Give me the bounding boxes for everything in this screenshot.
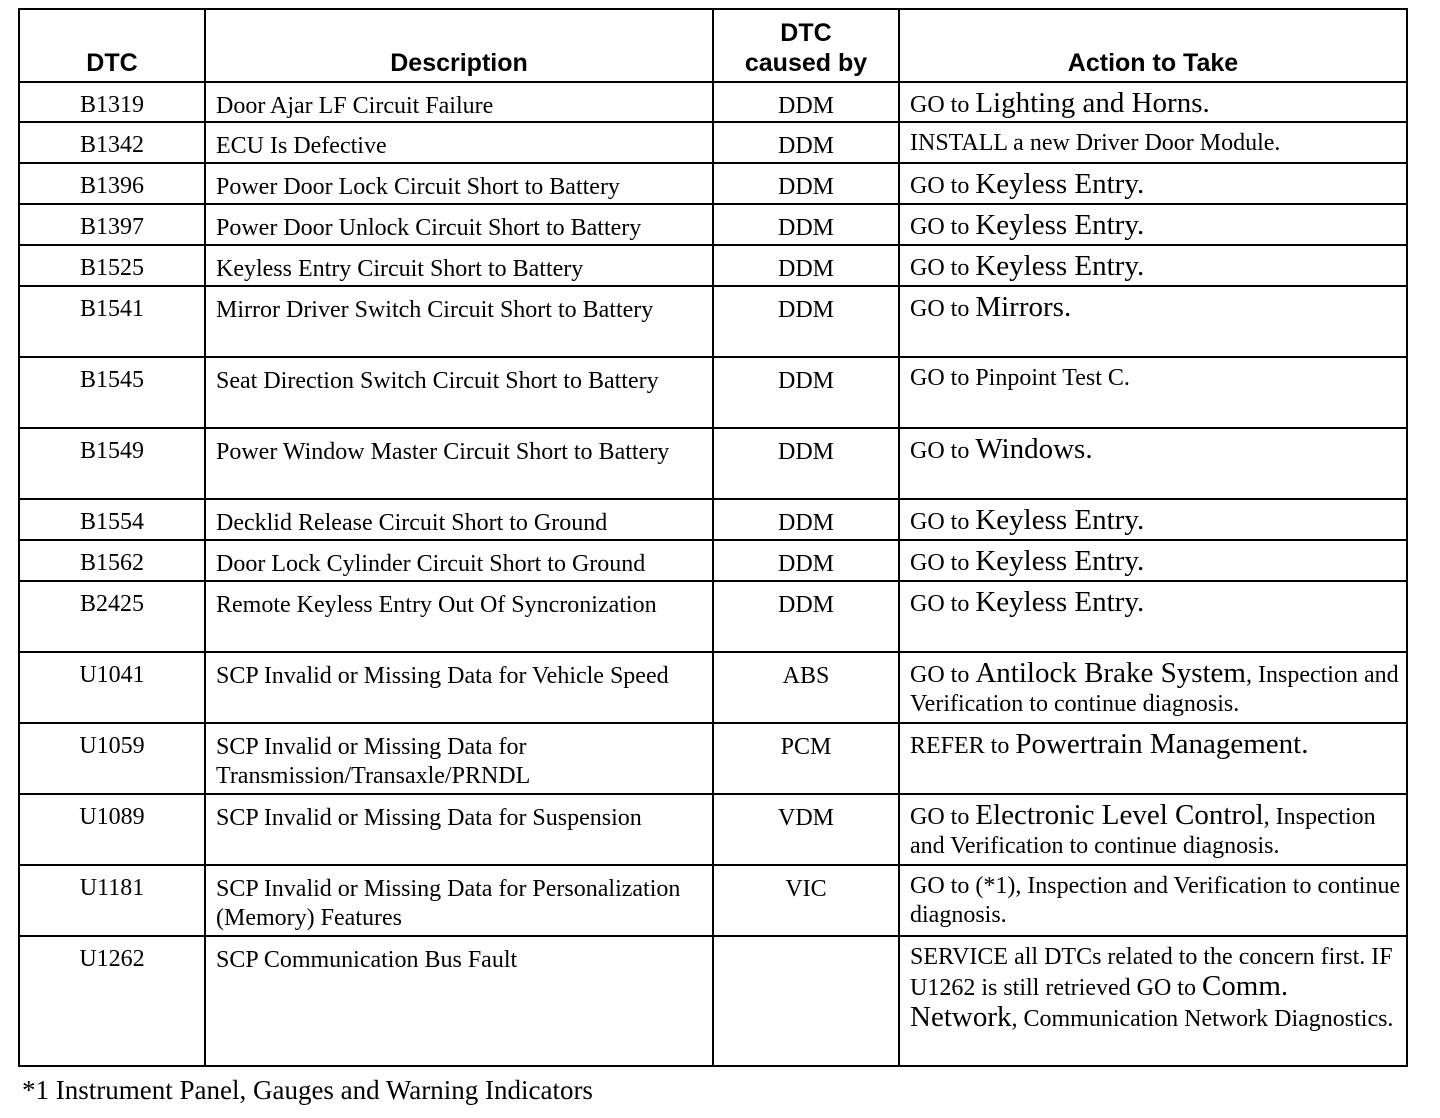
dtc-description: Seat Direction Switch Circuit Short to Battery: [205, 357, 713, 428]
table-row: [19, 865, 1407, 936]
action-target-link[interactable]: Powertrain Management.: [1015, 728, 1309, 760]
action-to-take: [899, 286, 1407, 357]
action-to-take: [899, 245, 1407, 286]
table-row: [19, 82, 1407, 122]
action-target-link[interactable]: Electronic Level Control: [975, 799, 1264, 831]
dtc-description: Door Lock Cylinder Circuit Short to Ground: [205, 540, 713, 581]
dtc-caused-by: DDM: [713, 204, 899, 245]
dtc-code: B1541: [19, 286, 205, 357]
dtc-description: Power Window Master Circuit Short to Battery: [205, 428, 713, 499]
action-target-link[interactable]: Keyless Entry.: [975, 209, 1145, 241]
dtc-code: B1545: [19, 357, 205, 428]
dtc-caused-by: VDM: [713, 794, 899, 865]
action-target-link[interactable]: Windows.: [975, 433, 1093, 465]
action-target-link[interactable]: Keyless Entry.: [975, 545, 1145, 577]
header-caused-by: DTC caused by: [713, 9, 899, 82]
dtc-table: [18, 8, 1408, 1067]
dtc-code: B1319: [19, 82, 205, 122]
dtc-description: Keyless Entry Circuit Short to Battery: [205, 245, 713, 286]
table-row: [19, 428, 1407, 499]
action-lead-text: REFER to: [910, 733, 1016, 759]
dtc-code: U1181: [19, 865, 205, 936]
table-row: [19, 499, 1407, 540]
action-to-take: [899, 499, 1407, 540]
dtc-description: SCP Invalid or Missing Data for Personalization (Memory) Features: [205, 865, 713, 936]
table-row: [19, 163, 1407, 204]
action-target-link[interactable]: Keyless Entry.: [975, 586, 1145, 618]
action-lead-text: GO to: [910, 550, 976, 576]
dtc-caused-by: DDM: [713, 82, 899, 122]
dtc-code: B2425: [19, 581, 205, 652]
action-target-link[interactable]: Comm. Network: [910, 970, 1289, 1033]
dtc-description: Mirror Driver Switch Circuit Short to Battery: [205, 286, 713, 357]
table-row: [19, 936, 1407, 1066]
table-row: [19, 357, 1407, 428]
action-lead-text: GO to (*1), Inspection and Verification to continue diagnosis.: [910, 873, 1401, 928]
action-to-take: [899, 82, 1407, 122]
table-row: [19, 723, 1407, 794]
action-to-take: [899, 428, 1407, 499]
footnote: *1 Instrument Panel, Gauges and Warning Indicators: [22, 1075, 593, 1105]
dtc-code: B1525: [19, 245, 205, 286]
action-to-take: [899, 540, 1407, 581]
action-tail-text: , Inspection and Verification to continue diagnosis.: [910, 662, 1399, 717]
action-lead-text: GO to: [910, 662, 976, 688]
dtc-caused-by: DDM: [713, 245, 899, 286]
dtc-code: B1562: [19, 540, 205, 581]
table-row: [19, 540, 1407, 581]
action-target-link[interactable]: Keyless Entry.: [975, 168, 1145, 200]
action-lead-text: GO to: [910, 591, 976, 617]
action-to-take: [899, 794, 1407, 865]
action-target-link[interactable]: Mirrors.: [975, 291, 1072, 323]
action-lead-text: GO to: [910, 173, 976, 199]
table-body: [19, 82, 1407, 1066]
dtc-caused-by: [713, 936, 899, 1066]
action-target-link[interactable]: Keyless Entry.: [975, 250, 1145, 282]
action-lead-text: GO to: [910, 804, 976, 830]
dtc-code: B1396: [19, 163, 205, 204]
action-target-link[interactable]: Keyless Entry.: [975, 504, 1145, 536]
table-row: [19, 581, 1407, 652]
header-action: Action to Take: [899, 9, 1407, 82]
dtc-caused-by: DDM: [713, 122, 899, 163]
dtc-code: U1089: [19, 794, 205, 865]
action-lead-text: GO to: [910, 92, 976, 118]
action-tail-text: , Inspection and Verification to continue diagnosis.: [910, 804, 1376, 859]
dtc-caused-by: DDM: [713, 428, 899, 499]
dtc-code: B1549: [19, 428, 205, 499]
dtc-caused-by: DDM: [713, 581, 899, 652]
action-tail-text: , Communication Network Diagnostics.: [1011, 1006, 1394, 1032]
action-to-take: [899, 357, 1407, 428]
dtc-description: Door Ajar LF Circuit Failure: [205, 82, 713, 122]
header-dtc: DTC: [19, 9, 205, 82]
dtc-description: SCP Invalid or Missing Data for Transmission/Transaxle/PRNDL: [205, 723, 713, 794]
action-lead-text: GO to: [910, 438, 976, 464]
dtc-caused-by: DDM: [713, 286, 899, 357]
action-to-take: [899, 122, 1407, 163]
dtc-description: SCP Invalid or Missing Data for Suspension: [205, 794, 713, 865]
action-to-take: [899, 865, 1407, 936]
dtc-caused-by: DDM: [713, 163, 899, 204]
dtc-description: SCP Invalid or Missing Data for Vehicle Speed: [205, 652, 713, 723]
dtc-description: Remote Keyless Entry Out Of Syncronization: [205, 581, 713, 652]
dtc-caused-by: DDM: [713, 357, 899, 428]
action-lead-text: GO to: [910, 296, 976, 322]
action-lead-text: GO to: [910, 214, 976, 240]
dtc-caused-by: ABS: [713, 652, 899, 723]
action-lead-text: GO to Pinpoint Test C.: [910, 365, 1130, 391]
dtc-code: U1262: [19, 936, 205, 1066]
table-row: [19, 245, 1407, 286]
dtc-caused-by: DDM: [713, 540, 899, 581]
action-target-link[interactable]: Antilock Brake System: [975, 657, 1246, 689]
dtc-description: SCP Communication Bus Fault: [205, 936, 713, 1066]
table-row: [19, 794, 1407, 865]
action-to-take: [899, 652, 1407, 723]
dtc-description: Decklid Release Circuit Short to Ground: [205, 499, 713, 540]
table-header-row: [19, 9, 1407, 82]
action-target-link[interactable]: Lighting and Horns.: [975, 87, 1210, 119]
dtc-code: B1397: [19, 204, 205, 245]
dtc-code: B1342: [19, 122, 205, 163]
action-lead-text: INSTALL a new Driver Door Module.: [910, 130, 1281, 156]
action-to-take: [899, 936, 1407, 1066]
dtc-caused-by: VIC: [713, 865, 899, 936]
dtc-caused-by: DDM: [713, 499, 899, 540]
dtc-description: Power Door Lock Circuit Short to Battery: [205, 163, 713, 204]
table-row: [19, 204, 1407, 245]
action-lead-text: SERVICE all DTCs related to the concern first. IF U1262 is still retrieved GO to: [910, 944, 1393, 1001]
action-lead-text: GO to: [910, 509, 976, 535]
dtc-code: B1554: [19, 499, 205, 540]
table-row: [19, 286, 1407, 357]
action-to-take: [899, 723, 1407, 794]
dtc-code: U1059: [19, 723, 205, 794]
action-lead-text: GO to: [910, 255, 976, 281]
action-to-take: [899, 581, 1407, 652]
dtc-code: U1041: [19, 652, 205, 723]
action-to-take: [899, 163, 1407, 204]
table-row: [19, 122, 1407, 163]
dtc-caused-by: PCM: [713, 723, 899, 794]
dtc-description: Power Door Unlock Circuit Short to Battery: [205, 204, 713, 245]
table-row: [19, 652, 1407, 723]
header-description: Description: [205, 9, 713, 82]
dtc-description: ECU Is Defective: [205, 122, 713, 163]
action-to-take: [899, 204, 1407, 245]
